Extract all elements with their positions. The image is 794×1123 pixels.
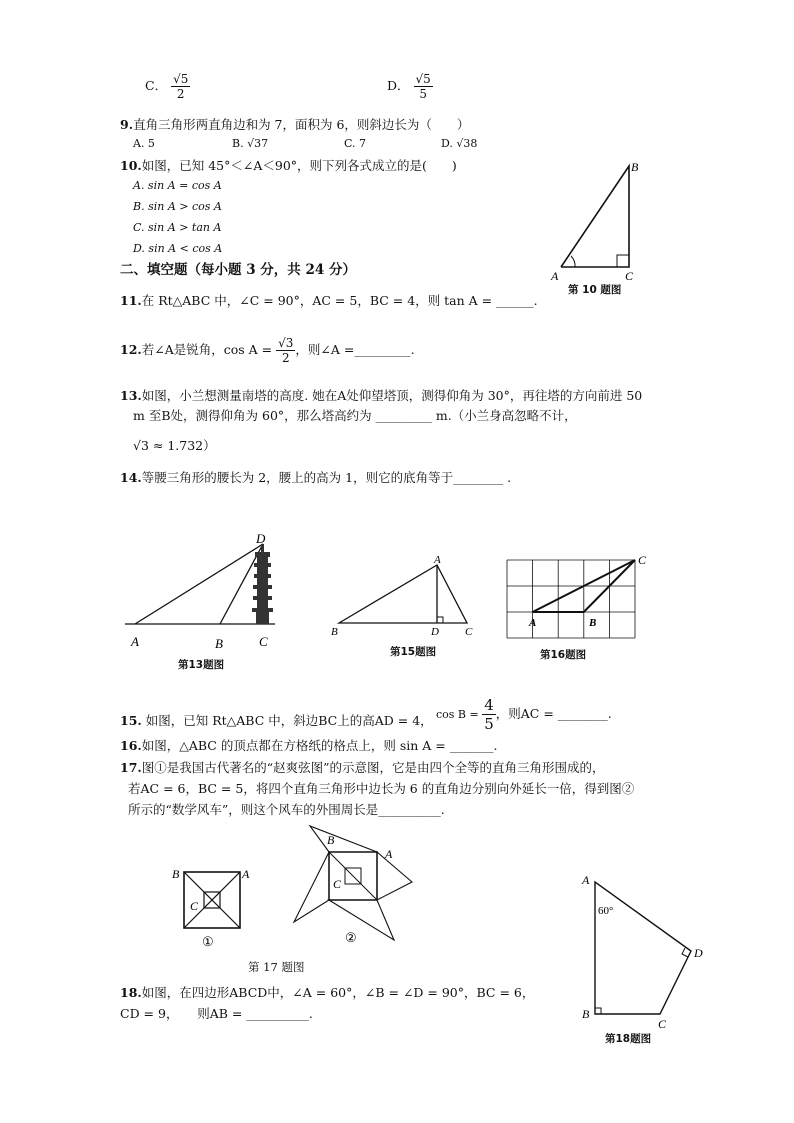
question-13-line3: √3 ≈ 1.732） (133, 438, 216, 453)
figure-18-caption: 第18题图 (605, 1033, 652, 1045)
question-9 (120, 117, 469, 133)
question-text: 如图，已知 45°＜∠A＜90°，则下列各式成立的是( ) (141, 158, 457, 173)
figure-17-caption: 第 17 题图 (248, 960, 305, 974)
figure-marker: ① (202, 934, 214, 949)
figure-17-1 (168, 862, 258, 952)
question-text-post: ，则AC = ________. (495, 706, 612, 721)
angle-a-arc (571, 256, 575, 267)
question-text-pre: 若∠A是锐角，cos A = (141, 342, 277, 357)
q10-option-a: A. sin A = cos A (133, 179, 222, 192)
label-a: A (242, 867, 250, 881)
q10-option-d: D. sin A < cos A (133, 242, 223, 255)
question-14 (120, 470, 511, 486)
question-13 (120, 388, 642, 404)
vane-bottom (329, 900, 394, 940)
option-c-label: C． (145, 78, 168, 93)
section-title: 二、填空题（每小题 3 分，共 24 分） (120, 262, 356, 278)
angle-label: 60° (598, 905, 614, 917)
figure-18 (578, 868, 713, 1028)
label-d: D (431, 626, 439, 638)
option-d-fraction (414, 72, 433, 101)
figure-15-caption: 第15题图 (390, 646, 437, 658)
label-d: D (694, 946, 703, 960)
line-ad (135, 544, 263, 624)
question-13-line2: m 至B处，测得仰角为 60°，那么塔高约为 _________ m.（小兰身高忽略不计， (133, 408, 577, 423)
question-17 (120, 760, 605, 776)
label-a: A (434, 554, 441, 566)
fraction-numerator: √5 (415, 72, 431, 86)
label-c: C (625, 269, 634, 283)
q9-option-b: B. √37 (232, 137, 269, 150)
option-c-fraction (171, 72, 190, 101)
quadrilateral-abcd (595, 882, 691, 1014)
pagoda-icon (252, 544, 273, 624)
label-c: C (658, 1017, 667, 1028)
question-number: 15. (120, 713, 142, 728)
question-number: 11. (120, 293, 142, 308)
q8-option-c (145, 72, 190, 101)
vane-right (377, 852, 412, 900)
cos-label: cos B = (436, 708, 483, 721)
fraction-numerator: √3 (278, 336, 294, 350)
figure-16 (505, 552, 655, 644)
fraction-denominator: 2 (176, 87, 185, 101)
question-17-line3: 所示的“数学风车”，则这个风车的外围周长是__________. (128, 802, 445, 817)
figure-13 (125, 532, 285, 652)
right-angle-mark (437, 617, 443, 623)
grid (507, 560, 635, 638)
question-text: 直角三角形两直角边和为 7，面积为 6，则斜边长为（ ） (133, 117, 470, 132)
cos-fraction (276, 336, 295, 365)
question-number: 16. (120, 738, 142, 753)
question-number: 13. (120, 388, 142, 403)
label-b: B (631, 160, 639, 174)
label-b: B (331, 626, 338, 638)
question-15 (120, 713, 433, 729)
question-number: 12. (120, 342, 142, 357)
triangle-abc (339, 565, 467, 623)
question-17-line2: 若AC = 6，BC = 5，将四个直角三角形中边长为 6 的直角边分别向外延长一倍，得到图② (128, 781, 635, 796)
label-b: B (582, 1007, 590, 1021)
label-b: B (215, 636, 223, 651)
q9-option-a: A. 5 (133, 137, 155, 150)
fraction-denominator: 2 (281, 351, 290, 365)
right-angle-mark-b (595, 1008, 601, 1014)
question-10 (120, 158, 457, 174)
figure-marker: ② (345, 930, 357, 945)
question-text-line1: 如图，在四边形ABCD中，∠A = 60°，∠B = ∠D = 90°，BC = 6， (141, 985, 535, 1000)
q10-option-b: B. sin A > cos A (133, 200, 222, 213)
label-a: A (131, 634, 139, 649)
label-a: A (582, 873, 590, 887)
diagonal (329, 852, 377, 900)
label-c: C (259, 634, 268, 649)
fraction-denominator: 5 (484, 715, 494, 733)
figure-15 (325, 553, 485, 643)
label-a: A (529, 617, 537, 629)
question-18 (120, 985, 534, 1001)
figure-16-caption: 第16题图 (540, 649, 587, 661)
q15-cos-expression (436, 696, 612, 733)
triangle-abc (561, 166, 629, 267)
right-angle-mark-d (682, 948, 688, 957)
label-d: D (256, 532, 266, 546)
question-text: 如图，已知 Rt△ABC 中，斜边BC上的高AD = 4， (145, 713, 433, 728)
label-a: A (551, 269, 559, 283)
label-c: C (190, 899, 199, 913)
vane-left (294, 852, 329, 922)
figure-10-caption: 第 10 题图 (568, 284, 622, 296)
q8-option-d (387, 72, 433, 101)
question-number: 18. (120, 985, 142, 1000)
q10-option-c: C. sin A > tan A (133, 221, 222, 234)
question-number: 14. (120, 470, 142, 485)
fraction-numerator: 4 (484, 696, 494, 714)
question-11 (120, 293, 538, 309)
question-12 (120, 336, 415, 365)
cos-fraction (482, 696, 496, 733)
label-c: C (638, 553, 647, 567)
label-b: B (327, 833, 335, 847)
question-text: 等腰三角形的腰长为 2，腰上的高为 1，则它的底角等于________ . (141, 470, 512, 485)
question-text-line1: 如图，小兰想测量南塔的高度. 她在A处仰望塔顶，测得仰角为 30°，再往塔的方向前进 50 (141, 388, 643, 403)
label-a: A (385, 847, 393, 861)
right-angle-mark (617, 255, 629, 267)
q9-option-c: C. 7 (344, 137, 367, 150)
label-c: C (333, 877, 342, 891)
fraction-numerator: √5 (173, 72, 189, 86)
question-text: 在 Rt△ABC 中，∠C = 90°，AC = 5，BC = 4，则 tan A = ______. (141, 293, 538, 308)
question-number: 9. (120, 117, 134, 132)
question-text: 如图，△ABC 的顶点都在方格纸的格点上，则 sin A = _______. (141, 738, 498, 753)
question-18-line2: CD = 9， 则AB = __________. (120, 1006, 313, 1021)
q9-option-d: D. √38 (441, 137, 478, 150)
label-c: C (465, 626, 473, 638)
question-number: 17. (120, 760, 142, 775)
figure-13-caption: 第13题图 (178, 659, 225, 671)
fraction-denominator: 5 (419, 87, 427, 101)
label-b: B (589, 617, 597, 629)
question-text-post: ，则∠A =_________. (295, 342, 415, 357)
question-text-line1: 图①是我国古代著名的“赵爽弦图”的示意图，它是由四个全等的直角三角形围成的， (141, 760, 605, 775)
question-16 (120, 738, 497, 754)
vane-top (310, 826, 377, 852)
option-d-label: D． (387, 78, 410, 93)
label-b: B (172, 867, 180, 881)
figure-17-2 (290, 822, 415, 950)
question-number: 10. (120, 158, 142, 173)
figure-10 (545, 155, 650, 300)
